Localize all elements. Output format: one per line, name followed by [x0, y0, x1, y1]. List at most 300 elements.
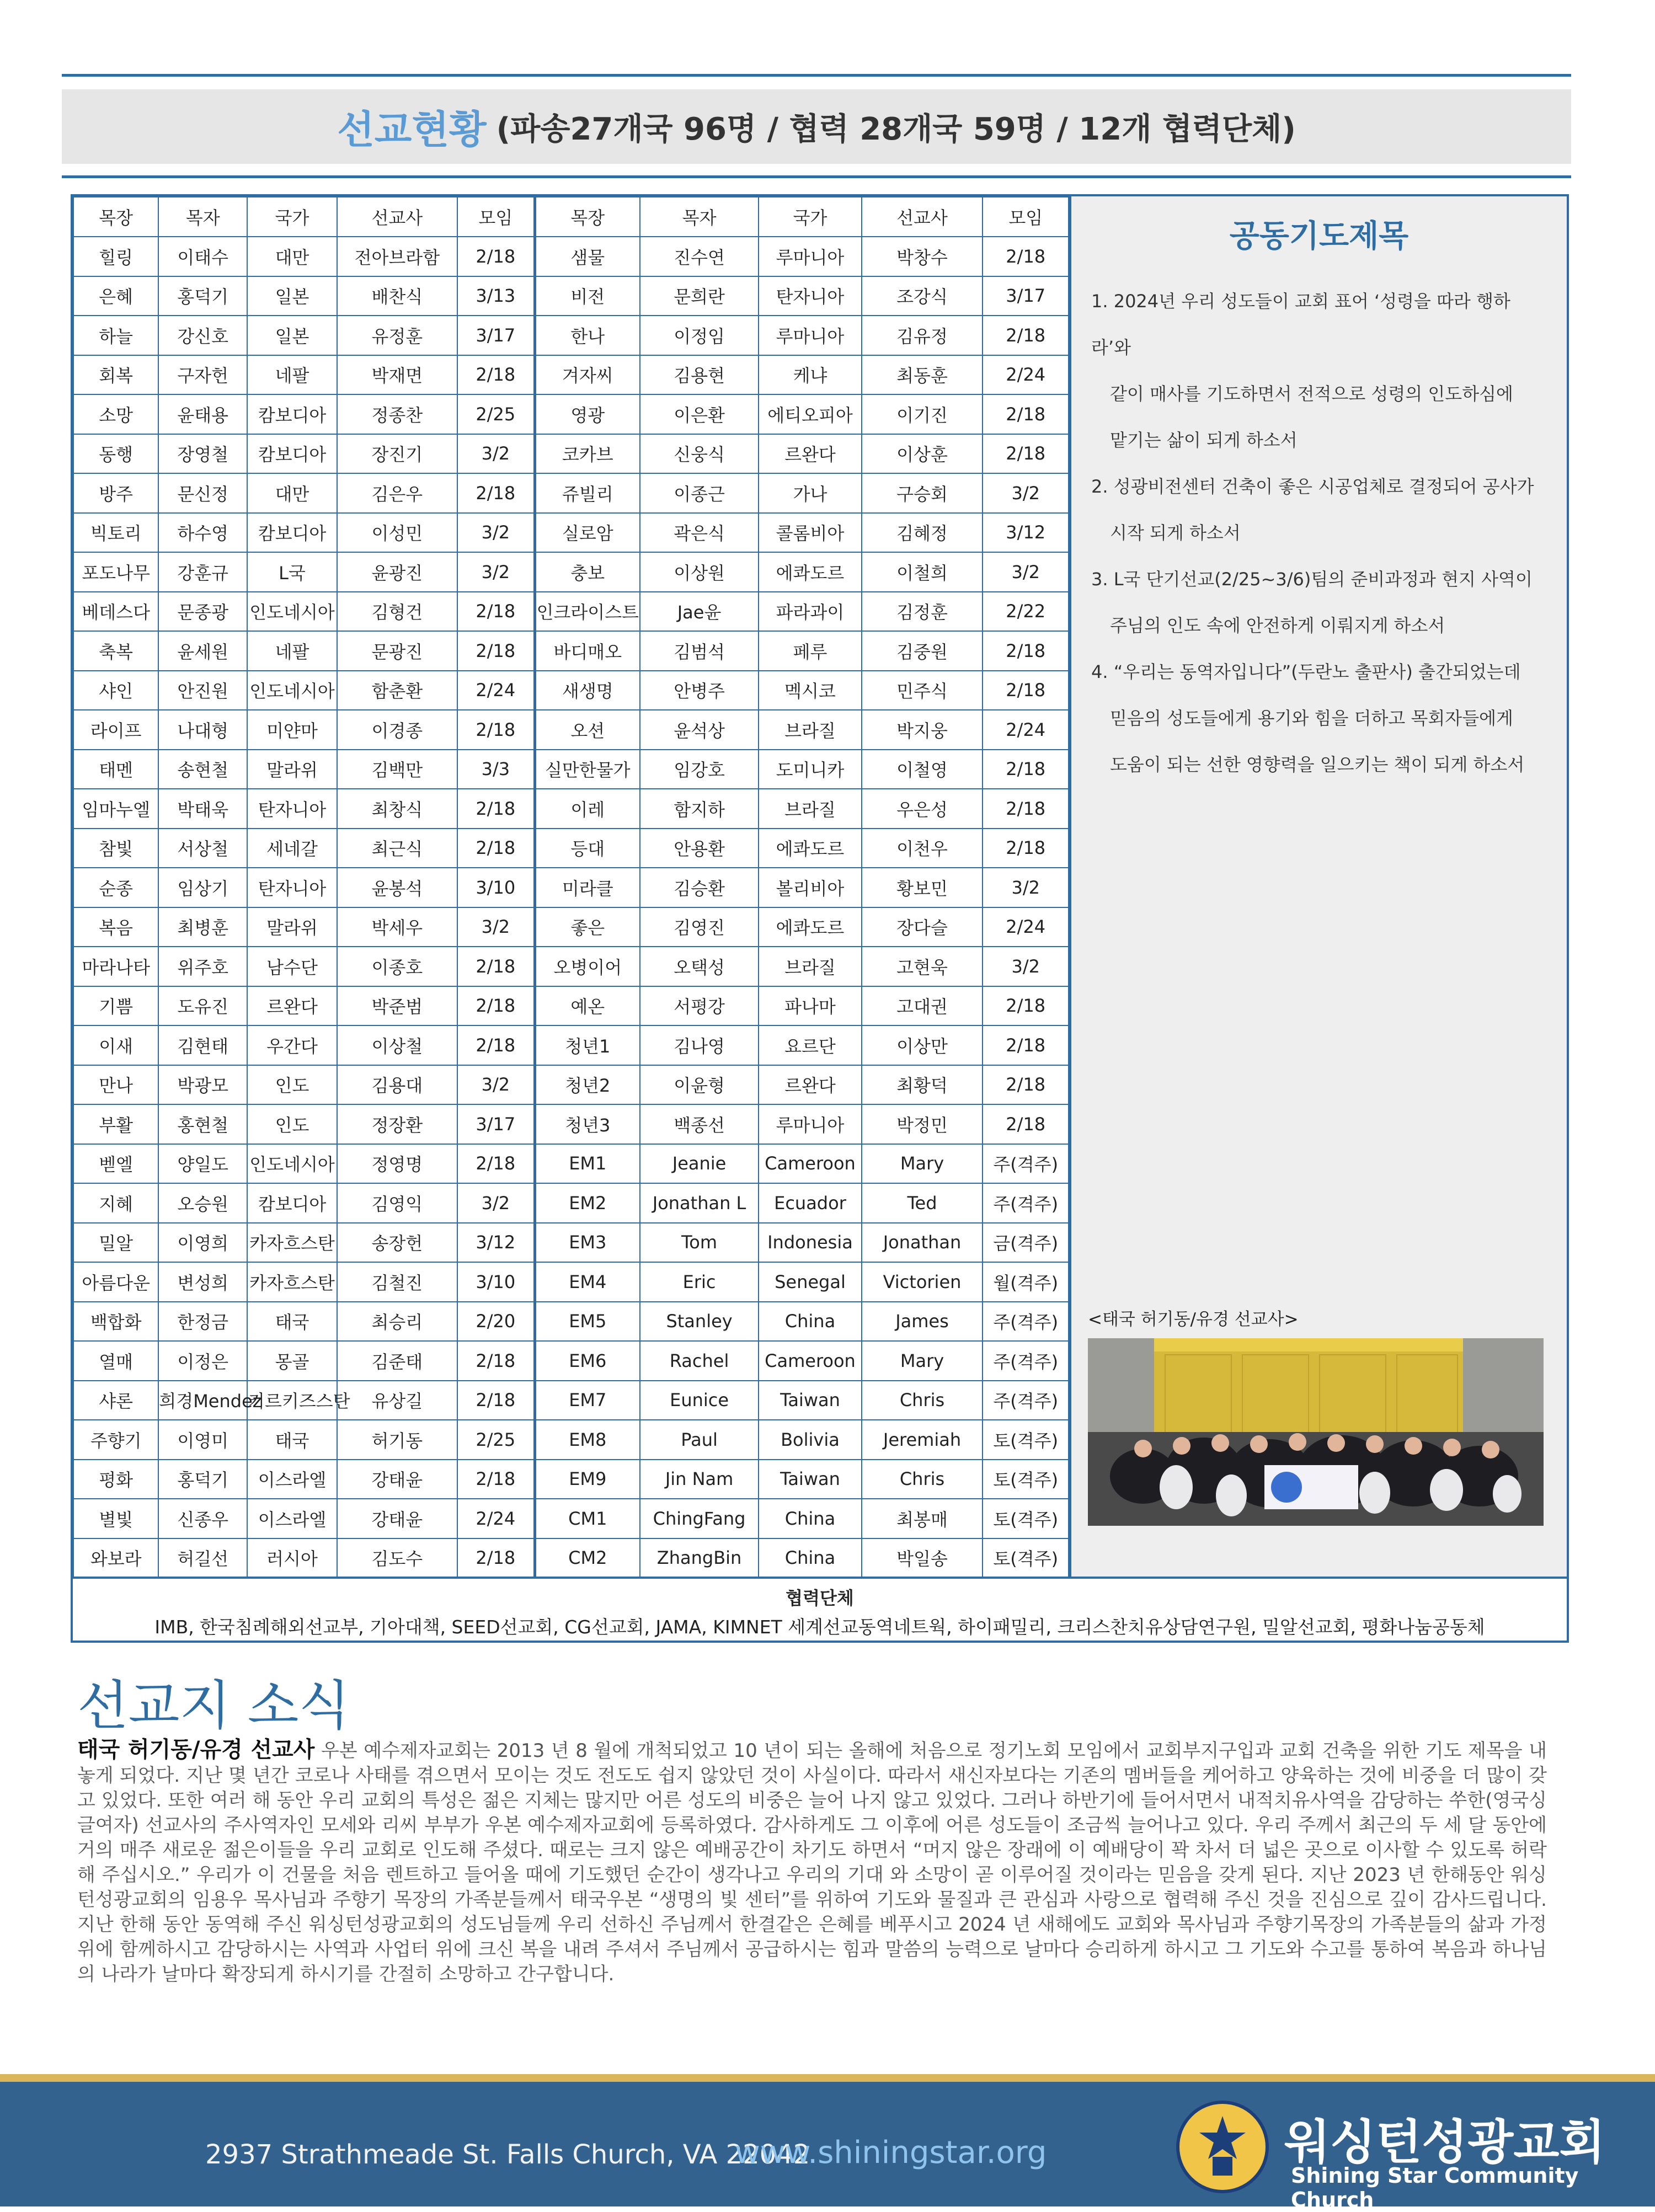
table-cell: 이종근: [640, 473, 759, 513]
table-cell: Chris: [862, 1460, 983, 1499]
table-cell: 전아브라함: [337, 237, 457, 276]
table-cell: 라이프: [73, 710, 158, 750]
prayer-line: 주님의 인도 속에 안전하게 이뤄지게 하소서: [1110, 615, 1445, 636]
table-cell: 박창수: [862, 237, 983, 276]
table-cell: 윤세원: [158, 631, 247, 671]
table-cell: 캄보디아: [247, 434, 337, 474]
table-cell: 이상철: [337, 1025, 457, 1065]
table-cell: 요르단: [759, 1025, 861, 1065]
prayer-line: 3. L국 단기선교(2/25~3/6)팀의 준비과정과 현지 사역이: [1091, 569, 1533, 590]
table-cell: Tom: [640, 1223, 759, 1263]
table-cell: 은혜: [73, 276, 158, 316]
table-cell: Victorien: [862, 1262, 983, 1302]
prayer-line: 도움이 되는 선한 영향력을 일으키는 책이 되게 하소서: [1110, 754, 1525, 775]
table-cell: 서상철: [158, 829, 247, 868]
table-cell: 윤광진: [337, 552, 457, 592]
column-header: 목장: [73, 197, 158, 237]
table-row: [73, 1144, 1069, 1184]
table-cell: EM2: [535, 1183, 639, 1223]
table-cell: 오병이어: [535, 947, 639, 986]
page-title: 선교현황: [337, 107, 487, 152]
table-cell: 2/24: [457, 671, 535, 710]
table-cell: EM6: [535, 1341, 639, 1381]
prayer-line: 믿음의 성도들에게 용기와 힘을 더하고 목회자들에게: [1110, 708, 1513, 729]
table-cell: 소망: [73, 394, 158, 434]
table-cell: 2/18: [983, 1104, 1069, 1144]
table-row: [73, 592, 1069, 632]
table-cell: 2/18: [983, 750, 1069, 789]
table-cell: 2/18: [457, 1381, 535, 1420]
church-name-korean: 워싱턴성광교회: [1284, 2115, 1605, 2170]
table-cell: 2/18: [983, 631, 1069, 671]
table-cell: 문신정: [158, 473, 247, 513]
column-header: 목장: [535, 197, 639, 237]
table-cell: 청년1: [535, 1025, 639, 1065]
table-cell: 장다슬: [862, 907, 983, 947]
table-cell: 2/25: [457, 394, 535, 434]
table-cell: 카자흐스탄: [247, 1262, 337, 1302]
table-cell: 강훈규: [158, 552, 247, 592]
table-cell: 2/20: [457, 1302, 535, 1342]
table-cell: 이철영: [862, 750, 983, 789]
table-cell: James: [862, 1302, 983, 1342]
table-row: [73, 434, 1069, 474]
table-cell: 3/2: [457, 552, 535, 592]
table-cell: 방주: [73, 473, 158, 513]
table-cell: 2/18: [983, 434, 1069, 474]
table-cell: 이정은: [158, 1341, 247, 1381]
table-cell: Stanley: [640, 1302, 759, 1342]
table-cell: 구자헌: [158, 355, 247, 395]
table-cell: 2/18: [983, 789, 1069, 829]
table-cell: 오택성: [640, 947, 759, 986]
table-cell: 이천우: [862, 829, 983, 868]
table-cell: Rachel: [640, 1341, 759, 1381]
table-cell: 미라클: [535, 868, 639, 907]
table-cell: 태국: [247, 1420, 337, 1460]
table-cell: 백종선: [640, 1104, 759, 1144]
table-cell: 3/17: [983, 276, 1069, 316]
mission-status-box: [71, 194, 1569, 1643]
table-cell: 김현태: [158, 1025, 247, 1065]
page-title-bar: [62, 89, 1571, 164]
table-cell: 지혜: [73, 1183, 158, 1223]
table-cell: 강태윤: [337, 1460, 457, 1499]
table-cell: 가나: [759, 473, 861, 513]
table-cell: 빅토리: [73, 513, 158, 553]
table-cell: 파나마: [759, 986, 861, 1026]
table-cell: 인도네시아: [247, 592, 337, 632]
table-row: [73, 1223, 1069, 1263]
news-heading: 선교지 소식: [77, 1675, 350, 1737]
table-cell: 백합화: [73, 1302, 158, 1342]
table-cell: 김나영: [640, 1025, 759, 1065]
table-cell: 박일송: [862, 1538, 983, 1578]
table-cell: 월(격주): [983, 1262, 1069, 1302]
table-cell: 말라위: [247, 750, 337, 789]
table-cell: 우간다: [247, 1025, 337, 1065]
table-cell: 김정훈: [862, 592, 983, 632]
table-cell: 포도나무: [73, 552, 158, 592]
table-cell: 별빛: [73, 1499, 158, 1538]
table-cell: 쥬빌리: [535, 473, 639, 513]
table-row: [73, 710, 1069, 750]
table-cell: 루마니아: [759, 1104, 861, 1144]
table-cell: Bolivia: [759, 1420, 861, 1460]
table-row: [73, 1341, 1069, 1381]
table-cell: 김혜정: [862, 513, 983, 553]
table-cell: 최봉매: [862, 1499, 983, 1538]
column-header: 모임: [983, 197, 1069, 237]
table-row: [73, 394, 1069, 434]
table-cell: 최동훈: [862, 355, 983, 395]
table-cell: Eric: [640, 1262, 759, 1302]
prayer-line: 2. 성광비전센터 건축이 좋은 시공업체로 결정되어 공사가: [1091, 476, 1534, 497]
table-cell: 말라위: [247, 907, 337, 947]
table-cell: 서평강: [640, 986, 759, 1026]
table-cell: 박광모: [158, 1065, 247, 1105]
table-row: [73, 986, 1069, 1026]
footer-website-link[interactable]: www.shiningstar.org: [735, 2135, 1047, 2171]
table-cell: 우은성: [862, 789, 983, 829]
prayer-line: 4. “우리는 동역자입니다”(두란노 출판사) 출간되었는데: [1091, 661, 1521, 682]
table-cell: 최승리: [337, 1302, 457, 1342]
table-row: [73, 868, 1069, 907]
table-cell: 하수영: [158, 513, 247, 553]
table-cell: 3/12: [983, 513, 1069, 553]
table-cell: 케냐: [759, 355, 861, 395]
table-cell: 3/2: [457, 513, 535, 553]
table-cell: 오승원: [158, 1183, 247, 1223]
table-cell: China: [759, 1499, 861, 1538]
table-cell: 일본: [247, 316, 337, 355]
table-cell: 2/18: [457, 1538, 535, 1578]
table-cell: 에티오피아: [759, 394, 861, 434]
table-row: [73, 1420, 1069, 1460]
table-cell: 김범석: [640, 631, 759, 671]
table-row: [73, 1104, 1069, 1144]
table-cell: 홍덕기: [158, 276, 247, 316]
table-cell: 박지웅: [862, 710, 983, 750]
table-cell: EM4: [535, 1262, 639, 1302]
table-cell: 남수단: [247, 947, 337, 986]
table-cell: Jonathan L: [640, 1183, 759, 1223]
table-row: [73, 276, 1069, 316]
table-cell: 도유진: [158, 986, 247, 1026]
table-cell: 김영익: [337, 1183, 457, 1223]
table-cell: 2/18: [983, 394, 1069, 434]
table-cell: 문희란: [640, 276, 759, 316]
table-cell: 토(격주): [983, 1538, 1069, 1578]
table-cell: Ecuador: [759, 1183, 861, 1223]
table-cell: 2/18: [457, 473, 535, 513]
table-cell: 안용환: [640, 829, 759, 868]
table-cell: 실만한물가: [535, 750, 639, 789]
table-cell: 바디매오: [535, 631, 639, 671]
table-cell: 3/2: [983, 473, 1069, 513]
table-body: [73, 237, 1069, 1578]
table-cell: Taiwan: [759, 1381, 861, 1420]
table-cell: 김준태: [337, 1341, 457, 1381]
table-row: [73, 237, 1069, 276]
table-cell: 동행: [73, 434, 158, 474]
table-cell: 브라질: [759, 947, 861, 986]
table-cell: 임마누엘: [73, 789, 158, 829]
table-row: [73, 1262, 1069, 1302]
table-cell: 샤론: [73, 1381, 158, 1420]
table-cell: 청년2: [535, 1065, 639, 1105]
table-cell: Indonesia: [759, 1223, 861, 1263]
table-cell: 2/18: [457, 789, 535, 829]
table-cell: 브라질: [759, 789, 861, 829]
table-cell: 3/2: [457, 434, 535, 474]
table-cell: 인도: [247, 1065, 337, 1105]
table-cell: 2/18: [983, 671, 1069, 710]
table-cell: CM2: [535, 1538, 639, 1578]
table-cell: 조강식: [862, 276, 983, 316]
column-header: 모임: [457, 197, 535, 237]
table-cell: 임상기: [158, 868, 247, 907]
table-cell: 박세우: [337, 907, 457, 947]
table-cell: Chris: [862, 1381, 983, 1420]
table-cell: 2/18: [457, 829, 535, 868]
table-cell: 이경종: [337, 710, 457, 750]
table-cell: 벧엘: [73, 1144, 158, 1184]
table-cell: 2/18: [457, 986, 535, 1026]
table-cell: 김은우: [337, 473, 457, 513]
table-cell: 러시아: [247, 1538, 337, 1578]
table-cell: 김철진: [337, 1262, 457, 1302]
table-cell: 이윤형: [640, 1065, 759, 1105]
table-cell: 카자흐스탄: [247, 1223, 337, 1263]
table-cell: 새생명: [535, 671, 639, 710]
table-cell: 함춘환: [337, 671, 457, 710]
table-cell: 3/17: [457, 1104, 535, 1144]
table-cell: 주향기: [73, 1420, 158, 1460]
table-cell: 도미니카: [759, 750, 861, 789]
table-cell: China: [759, 1302, 861, 1342]
table-cell: 희경Mendez: [158, 1381, 247, 1420]
table-cell: 홍덕기: [158, 1460, 247, 1499]
table-cell: 문광진: [337, 631, 457, 671]
table-cell: 기쁨: [73, 986, 158, 1026]
table-cell: 부활: [73, 1104, 158, 1144]
table-cell: 박준범: [337, 986, 457, 1026]
table-cell: 주(격주): [983, 1302, 1069, 1342]
photo-caption: <태국 허기동/유경 선교사>: [1088, 1310, 1299, 1329]
table-cell: 토(격주): [983, 1499, 1069, 1538]
table-cell: Jae윤: [640, 592, 759, 632]
table-cell: 최근식: [337, 829, 457, 868]
table-cell: 안진원: [158, 671, 247, 710]
table-cell: 김중원: [862, 631, 983, 671]
table-cell: 3/10: [457, 868, 535, 907]
table-cell: Jeremiah: [862, 1420, 983, 1460]
table-cell: L국: [247, 552, 337, 592]
prayer-line: 시작 되게 하소서: [1110, 522, 1241, 543]
table-cell: 김용대: [337, 1065, 457, 1105]
table-cell: 정장환: [337, 1104, 457, 1144]
table-cell: 변성희: [158, 1262, 247, 1302]
table-cell: 허길선: [158, 1538, 247, 1578]
table-row: [73, 1302, 1069, 1342]
table-cell: 이상훈: [862, 434, 983, 474]
table-cell: 2/22: [983, 592, 1069, 632]
table-row: [73, 1025, 1069, 1065]
table-cell: 곽은식: [640, 513, 759, 553]
table-cell: EM3: [535, 1223, 639, 1263]
table-row: [73, 1381, 1069, 1420]
table-cell: 2/25: [457, 1420, 535, 1460]
table-cell: China: [759, 1538, 861, 1578]
table-cell: 2/24: [983, 907, 1069, 947]
table-row: [73, 473, 1069, 513]
table-cell: 2/18: [983, 1025, 1069, 1065]
table-cell: 대만: [247, 473, 337, 513]
table-cell: Jin Nam: [640, 1460, 759, 1499]
table-cell: Jeanie: [640, 1144, 759, 1184]
group-photo: [1088, 1338, 1544, 1526]
table-cell: 이성민: [337, 513, 457, 553]
table-cell: 김용현: [640, 355, 759, 395]
table-cell: 홍현철: [158, 1104, 247, 1144]
table-cell: 허기동: [337, 1420, 457, 1460]
table-cell: 박정민: [862, 1104, 983, 1144]
table-cell: 임강호: [640, 750, 759, 789]
table-cell: Paul: [640, 1420, 759, 1460]
table-cell: 캄보디아: [247, 1183, 337, 1223]
table-cell: 2/18: [983, 237, 1069, 276]
prayer-line: 1. 2024년 우리 성도들이 교회 표어 ‘성령을 따라 행하라’와: [1091, 291, 1510, 358]
table-cell: 2/18: [457, 1341, 535, 1381]
prayer-list: [1091, 278, 1538, 788]
table-cell: 실로암: [535, 513, 639, 553]
table-cell: 황보민: [862, 868, 983, 907]
table-cell: 르완다: [247, 986, 337, 1026]
table-cell: 2/18: [983, 986, 1069, 1026]
table-cell: 미얀마: [247, 710, 337, 750]
table-cell: Cameroon: [759, 1144, 861, 1184]
table-cell: 이은환: [640, 394, 759, 434]
group-photo-illustration: [1088, 1338, 1544, 1526]
top-rule: [62, 74, 1571, 77]
table-cell: 김도수: [337, 1538, 457, 1578]
table-cell: 좋은: [535, 907, 639, 947]
column-header: 목자: [640, 197, 759, 237]
table-cell: 축복: [73, 631, 158, 671]
table-cell: 유상길: [337, 1381, 457, 1420]
table-cell: 이기진: [862, 394, 983, 434]
table-cell: 강태윤: [337, 1499, 457, 1538]
church-logo-icon: [1176, 2101, 1269, 2193]
table-cell: 민주식: [862, 671, 983, 710]
table-cell: 장진기: [337, 434, 457, 474]
table-cell: 이영미: [158, 1420, 247, 1460]
table-cell: 김유정: [862, 316, 983, 355]
table-cell: 아름다운: [73, 1262, 158, 1302]
table-cell: 윤봉석: [337, 868, 457, 907]
table-cell: 탄자니아: [247, 868, 337, 907]
table-row: [73, 1499, 1069, 1538]
table-cell: 대만: [247, 237, 337, 276]
table-cell: 2/18: [983, 829, 1069, 868]
table-cell: 2/24: [983, 710, 1069, 750]
table-cell: 이레: [535, 789, 639, 829]
table-cell: 예온: [535, 986, 639, 1026]
page-subtitle: (파송27개국 96명 / 협력 28개국 59명 / 12개 협력단체): [496, 111, 1296, 147]
table-cell: 샘물: [535, 237, 639, 276]
column-header: 국가: [759, 197, 861, 237]
table-cell: 2/18: [457, 237, 535, 276]
column-header: 선교사: [862, 197, 983, 237]
table-cell: 3/3: [457, 750, 535, 789]
table-cell: EM7: [535, 1381, 639, 1420]
table-row: [73, 316, 1069, 355]
table-cell: EM8: [535, 1420, 639, 1460]
table-cell: 김영진: [640, 907, 759, 947]
table-cell: 이스라엘: [247, 1460, 337, 1499]
table-row: [73, 355, 1069, 395]
table-cell: 진수연: [640, 237, 759, 276]
table-cell: 송현철: [158, 750, 247, 789]
table-cell: 3/2: [457, 1183, 535, 1223]
table-cell: 2/18: [457, 1025, 535, 1065]
table-cell: 함지하: [640, 789, 759, 829]
table-cell: EM1: [535, 1144, 639, 1184]
table-cell: 페루: [759, 631, 861, 671]
footer-address: 2937 Strathmeade St. Falls Church, VA 22042: [205, 2139, 810, 2170]
table-cell: 신종우: [158, 1499, 247, 1538]
news-article: [77, 1738, 1547, 1987]
table-cell: Jonathan: [862, 1223, 983, 1263]
table-cell: 태멘: [73, 750, 158, 789]
table-row: [73, 1538, 1069, 1578]
table-cell: 비전: [535, 276, 639, 316]
table-cell: Ted: [862, 1183, 983, 1223]
table-cell: EM5: [535, 1302, 639, 1342]
table-cell: Mary: [862, 1144, 983, 1184]
table-cell: ZhangBin: [640, 1538, 759, 1578]
table-cell: 영광: [535, 394, 639, 434]
table-cell: 3/2: [457, 907, 535, 947]
table-cell: 문종광: [158, 592, 247, 632]
table-cell: ChingFang: [640, 1499, 759, 1538]
table-cell: 3/2: [457, 1065, 535, 1105]
table-cell: 겨자씨: [535, 355, 639, 395]
table-row: [73, 671, 1069, 710]
table-cell: 토(격주): [983, 1420, 1069, 1460]
table-row: [73, 1065, 1069, 1105]
table-row: [73, 907, 1069, 947]
table-cell: 브라질: [759, 710, 861, 750]
table-cell: 이스라엘: [247, 1499, 337, 1538]
table-cell: 구승회: [862, 473, 983, 513]
table-cell: 최황덕: [862, 1065, 983, 1105]
table-cell: 인크라이스트: [535, 592, 639, 632]
table-cell: 2/24: [457, 1499, 535, 1538]
prayer-line: 같이 매사를 기도하면서 전적으로 성령의 인도하심에: [1110, 383, 1513, 404]
partner-list: IMB, 한국침례해외선교부, 기아대책, SEED선교회, CG선교회, JAMA, KIMNET 세계선교동역네트웍, 하이패밀리, 크리스찬치유상담연구원, 밀알선교회, 평화나눔공동체: [154, 1616, 1485, 1638]
table-cell: 에콰도르: [759, 829, 861, 868]
table-cell: 에콰도르: [759, 552, 861, 592]
table-cell: 코카브: [535, 434, 639, 474]
table-cell: 참빛: [73, 829, 158, 868]
table-cell: 나대형: [158, 710, 247, 750]
table-cell: 에콰도르: [759, 907, 861, 947]
table-cell: 정영명: [337, 1144, 457, 1184]
partner-title: 협력단체: [786, 1588, 854, 1609]
table-header-row: [73, 197, 1069, 237]
